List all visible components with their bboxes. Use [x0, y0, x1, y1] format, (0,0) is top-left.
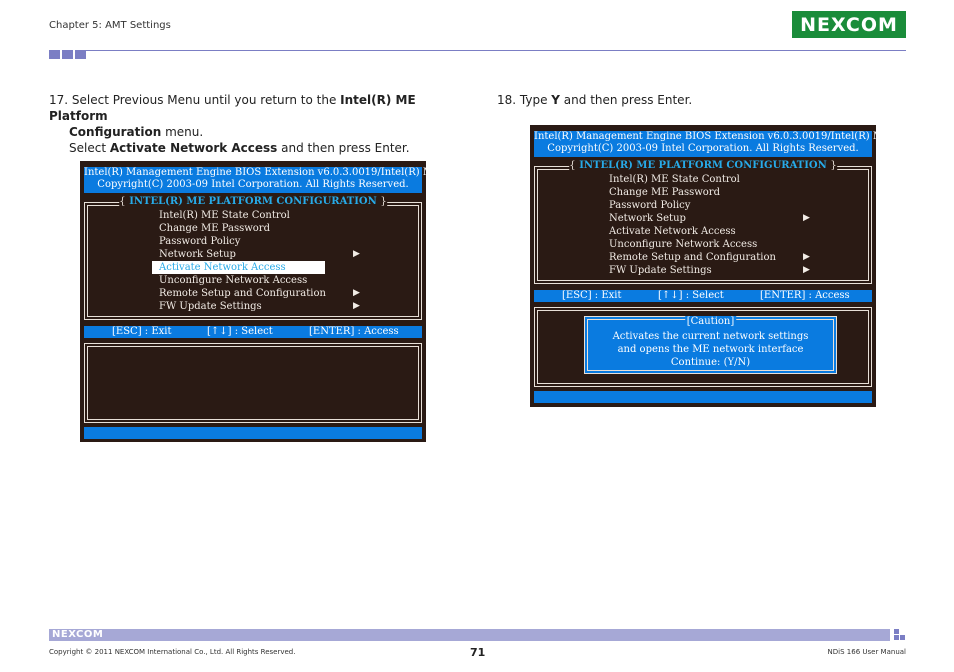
menu-item-fw-update[interactable]: FW Update Settings — [609, 265, 712, 276]
menu-item-fw-update[interactable]: FW Update Settings — [159, 301, 262, 312]
menu-item-unconfigure-network-access[interactable]: Unconfigure Network Access — [609, 239, 758, 250]
menu-item-change-password[interactable]: Change ME Password — [609, 187, 720, 198]
menu-title: { INTEL(R) ME PLATFORM CONFIGURATION } — [119, 196, 387, 207]
page-number: 71 — [470, 646, 486, 659]
caution-title: [Caution] — [686, 316, 735, 327]
caution-prompt[interactable]: Continue: (Y/N) — [670, 357, 751, 368]
menu-item-state-control[interactable]: Intel(R) ME State Control — [609, 174, 740, 185]
menu-item-network-setup[interactable]: Network Setup — [609, 213, 686, 224]
bottom-bar — [534, 391, 872, 403]
bios-title-bar: Intel(R) Management Engine BIOS Extension v6.0.3.0019/Intel(R) ME v6.0.3.1195 Copyright(C) 2003-09 Intel Corporation. All Rights Reserved. — [534, 131, 872, 157]
step-17-instructions: 17. Select Previous Menu until you return to the Intel(R) ME Platform Configuration menu. Select Activate Network Access and then press Enter. — [49, 93, 416, 155]
menu-item-state-control[interactable]: Intel(R) ME State Control — [159, 210, 290, 221]
header-divider — [86, 50, 906, 51]
status-esc: [ESC] : Exit — [562, 290, 622, 301]
status-esc: [ESC] : Exit — [112, 326, 172, 337]
status-select: [↑↓] : Select — [658, 290, 724, 301]
header-decoration — [49, 50, 86, 59]
menu-item-remote-setup[interactable]: Remote Setup and Configuration — [609, 252, 776, 263]
chapter-title: Chapter 5: AMT Settings — [49, 20, 171, 31]
caution-line-2: and opens the ME network interface — [617, 344, 804, 355]
status-enter: [ENTER] : Access — [309, 326, 399, 337]
submenu-arrow-icon: ▶ — [353, 301, 360, 311]
step-18-instructions: 18. Type Y and then press Enter. — [497, 93, 693, 107]
submenu-arrow-icon: ▶ — [353, 249, 360, 259]
menu-item-change-password[interactable]: Change ME Password — [159, 223, 270, 234]
menu-item-password-policy[interactable]: Password Policy — [159, 236, 241, 247]
submenu-arrow-icon: ▶ — [803, 213, 810, 223]
bottom-bar — [84, 427, 422, 439]
caution-line-1: Activates the current network settings — [612, 331, 809, 342]
bios-title-bar: Intel(R) Management Engine BIOS Extension v6.0.3.0019/Intel(R) ME v6.0.3.1195 Copyright(C) 2003-09 Intel Corporation. All Rights Reserved. — [84, 167, 422, 193]
copyright-text: Copyright © 2011 NEXCOM International Co., Ltd. All Rights Reserved. — [49, 648, 296, 656]
menu-item-unconfigure-network-access[interactable]: Unconfigure Network Access — [159, 275, 308, 286]
bios-screen-left — [80, 161, 504, 442]
menu-item-network-setup[interactable]: Network Setup — [159, 249, 236, 260]
submenu-arrow-icon: ▶ — [803, 252, 810, 262]
menu-title: { INTEL(R) ME PLATFORM CONFIGURATION } — [569, 160, 837, 171]
submenu-arrow-icon: ▶ — [803, 265, 810, 275]
nexcom-logo — [792, 11, 906, 38]
bios-screen-right — [530, 125, 954, 407]
submenu-arrow-icon: ▶ — [353, 288, 360, 298]
menu-item-activate-network-access[interactable]: Activate Network Access — [152, 261, 325, 274]
caution-dialog[interactable] — [584, 316, 837, 374]
help-frame — [84, 343, 422, 423]
status-select: [↑↓] : Select — [207, 326, 273, 337]
footer-bar — [49, 629, 890, 641]
status-enter: [ENTER] : Access — [760, 290, 850, 301]
footer-logo: NEXCOM — [52, 629, 104, 640]
menu-item-remote-setup[interactable]: Remote Setup and Configuration — [159, 288, 326, 299]
status-bar — [534, 290, 872, 302]
status-bar — [84, 326, 422, 338]
manual-title: NDiS 166 User Manual — [827, 648, 906, 656]
menu-item-password-policy[interactable]: Password Policy — [609, 200, 691, 211]
menu-item-activate-network-access[interactable]: Activate Network Access — [609, 226, 736, 237]
logo-text: NEXCOM — [800, 13, 898, 36]
